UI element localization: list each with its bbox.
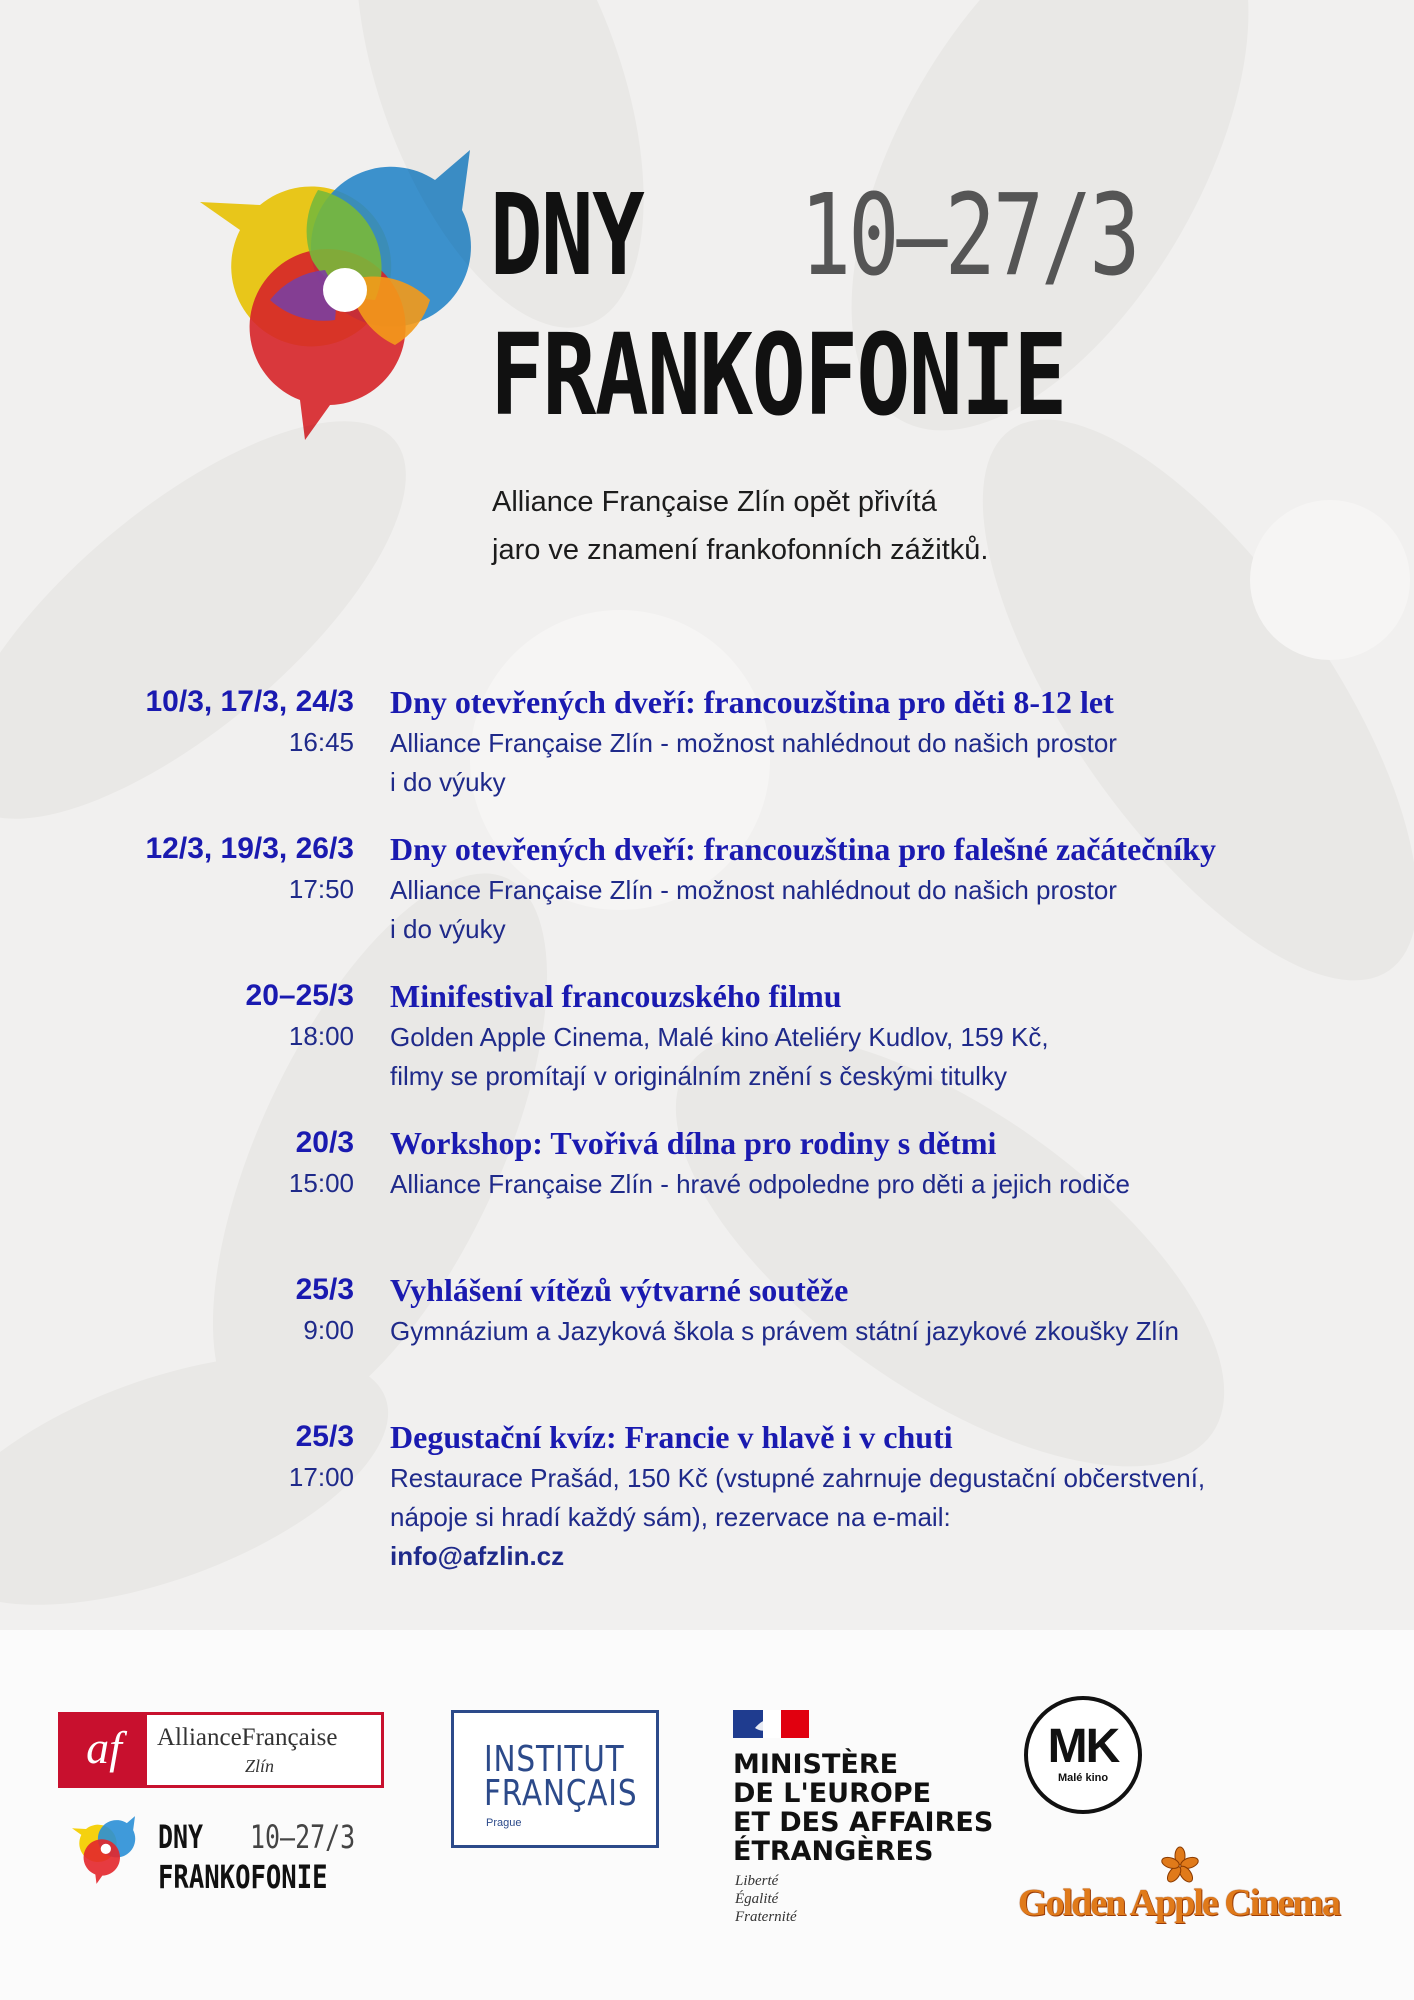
event-description	[390, 1312, 1310, 1351]
event-time: 18:00	[288, 1021, 354, 1051]
event-time: 17:00	[288, 1462, 354, 1492]
event-description-text: nápoje si hradí každý sám), rezervace na e-mail:	[390, 1502, 951, 1532]
title-dates: 10–27/3	[800, 171, 1138, 301]
intro-line: Alliance Française Zlín opět přivítá	[492, 486, 937, 518]
motto-line: Fraternité	[735, 1909, 797, 1925]
mini-frankofonie-logo-icon	[72, 1810, 142, 1890]
event-description-line: Golden Apple Cinema, Malé kino Ateliéry Kudlov, 159 Kč,	[390, 1022, 1049, 1052]
event-date: 12/3, 19/3, 26/3	[145, 832, 354, 865]
ministere-line: DE L'EUROPE	[733, 1778, 932, 1809]
event-description	[390, 1165, 1310, 1204]
event-description-line: Alliance Française Zlín - možnost nahlédnout do našich prostor	[390, 875, 1117, 905]
ministere-line: MINISTÈRE	[733, 1749, 899, 1780]
institut-francais-logo	[451, 1710, 659, 1848]
mini-title-dny: DNY	[158, 1818, 204, 1856]
event-time: 15:00	[288, 1168, 354, 1198]
intro-text	[492, 478, 1192, 574]
mk-letters: MK	[1047, 1720, 1119, 1773]
event-date: 20–25/3	[245, 979, 354, 1012]
mini-title-dates: 10–27/3	[250, 1818, 356, 1856]
golden-apple-flower-icon	[1160, 1846, 1200, 1886]
mini-title-frankofonie: FRANKOFONIE	[158, 1858, 328, 1896]
event-description	[390, 724, 1310, 802]
event-title: Workshop: Tvořivá dílna pro rodiny s dětmi	[390, 1125, 997, 1161]
alliance-francaise-logo	[58, 1712, 384, 1788]
event-description-line: Restaurace Prašád, 150 Kč (vstupné zahrnuje degustační občerstvení,	[390, 1463, 1206, 1493]
motto-line: Liberté	[735, 1873, 779, 1889]
event-description-line	[390, 1498, 1310, 1576]
event-title: Minifestival francouzského filmu	[390, 978, 842, 1014]
event-description-line: Alliance Française Zlín - možnost nahlédnout do našich prostor	[390, 728, 1117, 758]
af-name: AllianceFrançaise	[157, 1724, 338, 1751]
event-time: 17:50	[288, 874, 354, 904]
event-time: 9:00	[303, 1315, 354, 1345]
event-description-line: Gymnázium a Jazyková škola s právem státní jazykové zkoušky Zlín	[390, 1316, 1179, 1346]
af-city: Zlín	[245, 1756, 275, 1776]
event-date: 25/3	[295, 1273, 354, 1306]
event-description	[390, 871, 1310, 949]
event-time: 16:45	[288, 727, 354, 757]
event-title: Dny otevřených dveří: francouzština pro děti 8-12 let	[390, 684, 1114, 720]
institut-line-2: FRANÇAIS	[484, 1773, 638, 1814]
institut-line-1: INSTITUT	[484, 1739, 625, 1780]
event-description-line: filmy se promítají v originálním znění s českými titulky	[390, 1061, 1007, 1091]
event-description-line: Alliance Française Zlín - hravé odpoledne pro děti a jejich rodiče	[390, 1169, 1130, 1199]
event-description-line: i do výuky	[390, 767, 506, 797]
title-frankofonie: FRANKOFONIE	[490, 311, 1066, 441]
frankofonie-speech-bubbles-logo	[200, 150, 500, 440]
email-link[interactable]: info@afzlin.cz	[390, 1541, 565, 1571]
footer-band	[0, 1630, 1414, 2000]
male-kino-logo	[1024, 1696, 1142, 1814]
institut-city: Prague	[486, 1817, 522, 1829]
ministere-line: ÉTRANGÈRES	[733, 1836, 934, 1867]
event-title: Dny otevřených dveří: francouzština pro falešné začátečníky	[390, 831, 1216, 867]
golden-apple-cinema-logo: Golden Apple Cinema	[1018, 1882, 1339, 1924]
event-description	[390, 1459, 1310, 1576]
event-date: 10/3, 17/3, 24/3	[145, 685, 354, 718]
event-description	[390, 1018, 1310, 1096]
mk-subtitle: Malé kino	[1057, 1772, 1109, 1784]
marianne-flag-icon	[733, 1710, 809, 1738]
title-dny: DNY	[490, 171, 644, 301]
motto-line: Égalité	[735, 1891, 779, 1907]
intro-line: jaro ve znamení frankofonních zážitků.	[492, 534, 989, 566]
ministere-line: ET DES AFFAIRES	[733, 1807, 994, 1838]
event-date: 20/3	[295, 1126, 354, 1159]
event-date: 25/3	[295, 1420, 354, 1453]
event-title: Degustační kvíz: Francie v hlavě i v chuti	[390, 1419, 953, 1455]
event-title: Vyhlášení vítězů výtvarné soutěže	[390, 1272, 849, 1308]
event-description-line: i do výuky	[390, 914, 506, 944]
af-mark: af	[61, 1715, 147, 1785]
